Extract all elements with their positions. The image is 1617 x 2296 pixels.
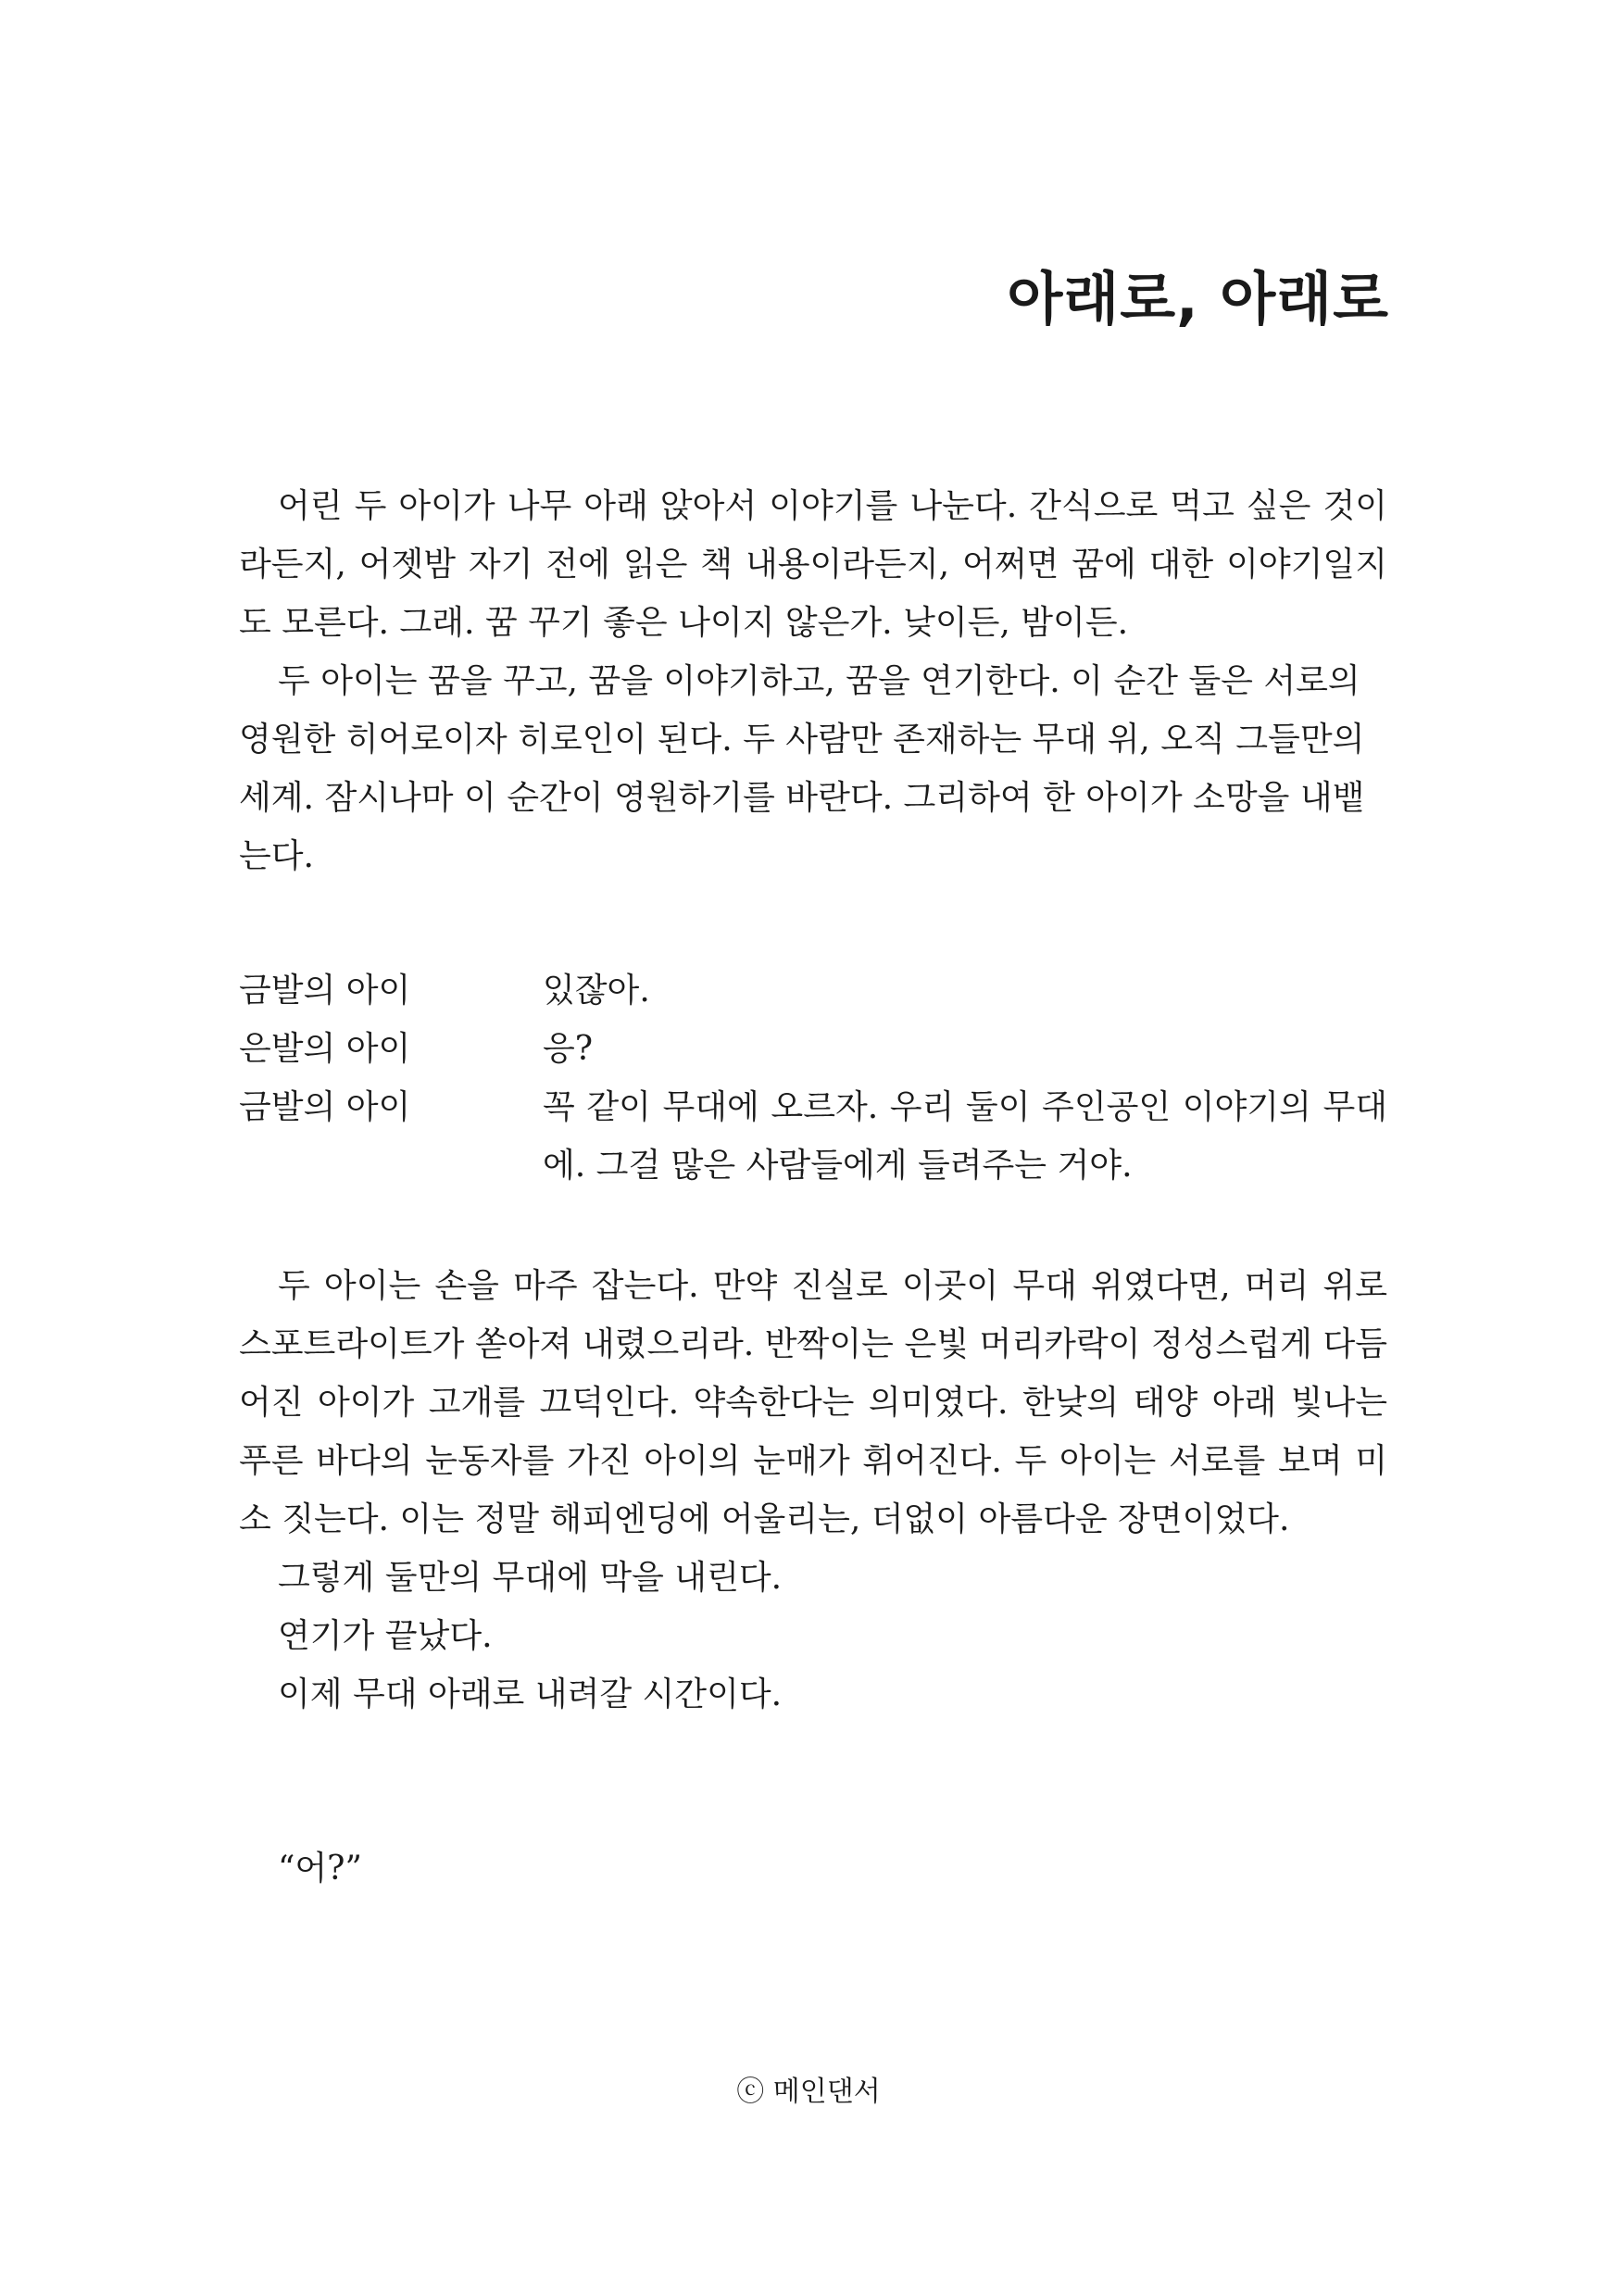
paragraph: 두 아이는 손을 마주 잡는다. 만약 진실로 이곳이 무대 위였다면, 머리 위로 스포트라이트가 쏟아져 내렸으리라. 반짝이는 은빛 머리카락이 정성스럽게 다듬어진 아이가 고개를 끄덕인다. 약속한다는 의미였다. 한낮의 태양 아래 빛나는 푸른 바다의 눈동자를 가진 아이의 눈매가 휘어진다. 두 아이는 서로를 보며 미소 짓는다. 이는 정말 해피엔딩에 어울리는, 더없이 아름다운 장면이었다.: [239, 1267, 1387, 1538]
spoken-line: 꼭 같이 무대에 오르자. 우리 둘이 주인공인 이야기의 무대에. 그걸 많은 사람들에게 들려주는 거야.: [543, 1088, 1387, 1185]
speaker-name: 금발의 아이: [239, 972, 411, 1010]
closing-quote: “어?”: [278, 1850, 362, 1888]
speaker-name: 은발의 아이: [239, 1030, 411, 1068]
chapter-title: 아래로, 아래로: [1007, 265, 1389, 332]
paragraph: 어린 두 아이가 나무 아래 앉아서 이야기를 나눈다. 간식으로 먹고 싶은 것이라든지, 어젯밤 자기 전에 읽은 책 내용이라든지, 어쩌면 꿈에 대한 이야기일지도 모른다. 그래. 꿈 꾸기 좋은 나이지 않은가. 낮이든, 밤이든.: [239, 487, 1387, 642]
dialogue-line: [239, 961, 1387, 1020]
speaker-name: 금발의 아이: [239, 1088, 411, 1126]
dialogue-line: [239, 1020, 1387, 1078]
spoken-line: 응?: [543, 1030, 594, 1068]
paragraph: 연기가 끝났다.: [278, 1617, 493, 1655]
narration-text: [239, 1257, 1387, 1724]
paragraph: 두 아이는 꿈을 꾸고, 꿈을 이야기하고, 꿈을 연기한다. 이 순간 둘은 서로의 영원한 히어로이자 히로인이 된다. 두 사람만 존재하는 무대 위, 오직 그들만의 세계. 잠시나마 이 순간이 영원하기를 바란다. 그리하여 한 아이가 소망을 내뱉는다.: [239, 662, 1365, 875]
closing-text: [239, 1839, 1387, 1898]
dialogue-block: [239, 961, 1387, 1195]
dialogue-line: [239, 1078, 1387, 1195]
copyright-footer: ⓒ 메인댄서: [736, 2076, 881, 2108]
paragraph: 그렇게 둘만의 무대에 막을 내린다.: [278, 1559, 783, 1597]
spoken-line: 있잖아.: [543, 972, 650, 1010]
intro-text: [239, 477, 1387, 885]
paragraph: 이제 무대 아래로 내려갈 시간이다.: [278, 1675, 783, 1713]
